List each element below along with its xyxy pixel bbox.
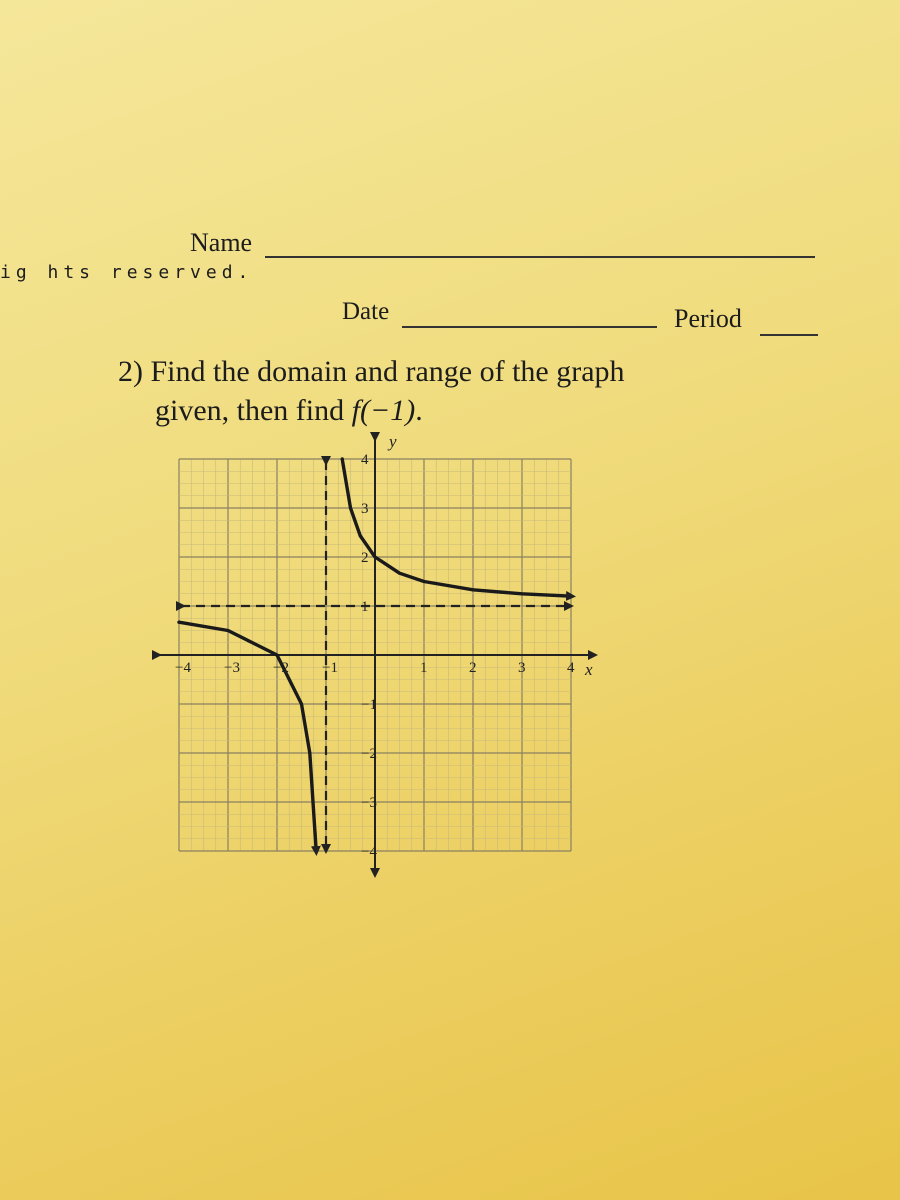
period-label: Period bbox=[674, 304, 742, 333]
x-tick-label: 4 bbox=[567, 660, 575, 676]
x-tick-label: 1 bbox=[420, 660, 428, 676]
x-tick-label: −2 bbox=[273, 660, 289, 676]
curve-branch-1 bbox=[342, 459, 571, 596]
y-tick-label: −2 bbox=[361, 746, 377, 762]
curve-branch-2 bbox=[179, 622, 316, 851]
question-period: . bbox=[415, 394, 423, 427]
x-tick-label: 3 bbox=[518, 660, 526, 676]
y-tick-label: 4 bbox=[361, 452, 369, 468]
date-blank-line[interactable] bbox=[402, 326, 657, 328]
question-text bbox=[118, 352, 625, 430]
x-tick-label: −1 bbox=[322, 660, 338, 676]
y-tick-label: −1 bbox=[361, 697, 377, 713]
y-tick-label: −3 bbox=[361, 795, 377, 811]
date-label: Date bbox=[342, 298, 390, 325]
question-line-1: Find the domain and range of the graph bbox=[150, 355, 625, 388]
x-tick-label: 2 bbox=[469, 660, 477, 676]
y-axis-label: y bbox=[389, 432, 397, 451]
question-line-2: given, then find bbox=[155, 394, 352, 427]
period-blank-line[interactable] bbox=[760, 334, 818, 336]
function-notation: f(−1) bbox=[351, 394, 416, 427]
question-number: 2) bbox=[118, 355, 143, 388]
x-axis-label: x bbox=[585, 660, 593, 679]
y-tick-label: 2 bbox=[361, 550, 369, 566]
name-label: Name bbox=[190, 228, 253, 257]
rights-text: ig hts reserved. bbox=[0, 262, 254, 283]
y-tick-label: −4 bbox=[361, 844, 377, 860]
x-tick-label: −4 bbox=[175, 660, 191, 676]
y-tick-label: 3 bbox=[361, 501, 369, 517]
name-blank-line[interactable] bbox=[265, 256, 815, 258]
y-tick-label: 1 bbox=[361, 599, 369, 615]
x-tick-label: −3 bbox=[224, 660, 240, 676]
coordinate-graph bbox=[150, 430, 620, 890]
